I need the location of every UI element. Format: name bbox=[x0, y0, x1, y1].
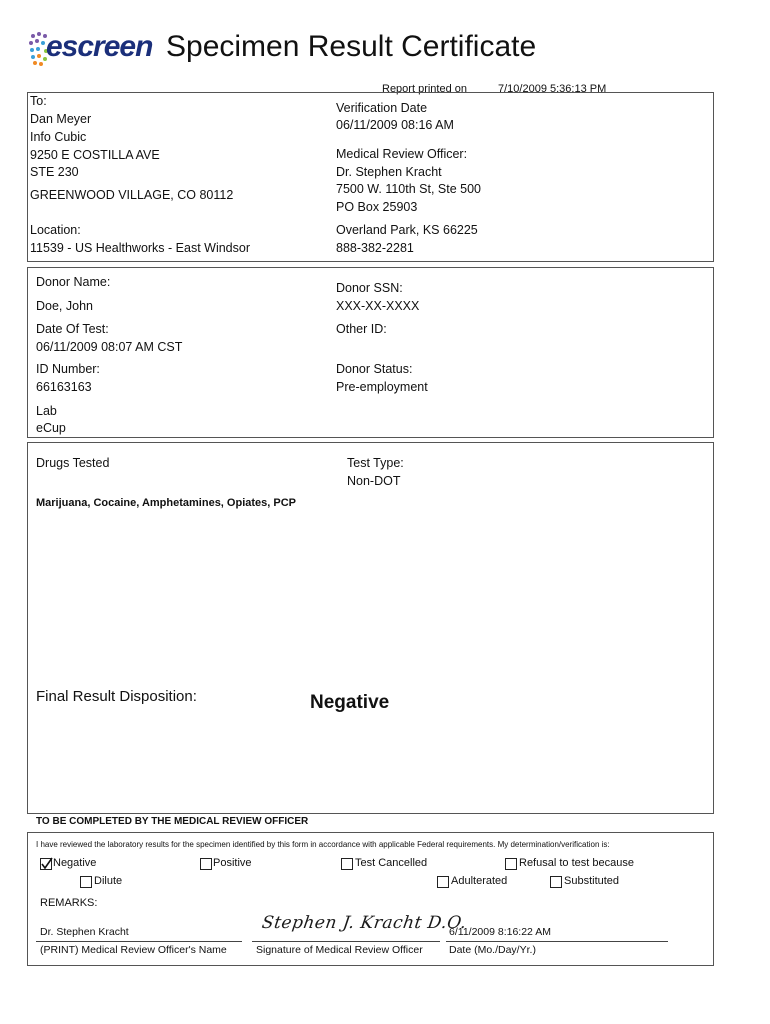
date-line bbox=[446, 941, 668, 942]
mro-phone: 888-382-2281 bbox=[336, 241, 414, 255]
refusal-checkbox[interactable] bbox=[505, 858, 517, 870]
dilute-checkbox[interactable] bbox=[80, 876, 92, 888]
donor-ssn-value: XXX-XX-XXXX bbox=[336, 299, 420, 313]
donor-name-value: Doe, John bbox=[36, 299, 93, 313]
verification-date-label: Verification Date bbox=[336, 101, 428, 115]
logo-wordmark: escreen bbox=[46, 30, 153, 63]
page-title: Specimen Result Certificate bbox=[166, 30, 537, 63]
donor-status-value: Pre-employment bbox=[336, 380, 428, 394]
checkmark-icon bbox=[40, 857, 54, 871]
donor-name-label: Donor Name: bbox=[36, 275, 111, 289]
recipient-company: Info Cubic bbox=[30, 130, 87, 144]
disposition-label: Final Result Disposition: bbox=[36, 688, 197, 705]
adulterated-checkbox[interactable] bbox=[437, 876, 449, 888]
name-line bbox=[36, 941, 242, 942]
mro-label: Medical Review Officer: bbox=[336, 147, 468, 161]
location-label: Location: bbox=[30, 223, 81, 237]
donor-status-label: Donor Status: bbox=[336, 362, 413, 376]
mro-signature: Stephen J. Kracht D.O. bbox=[260, 913, 468, 933]
remarks-label: REMARKS: bbox=[40, 897, 98, 909]
report-printed-label: Report printed on bbox=[382, 83, 467, 95]
name-caption: (PRINT) Medical Review Officer's Name bbox=[40, 944, 227, 956]
substituted-checkbox[interactable] bbox=[550, 876, 562, 888]
dilute-option-label: Dilute bbox=[94, 875, 123, 887]
to-label: To: bbox=[30, 94, 47, 108]
mro-address2: PO Box 25903 bbox=[336, 200, 418, 214]
escreen-logo bbox=[28, 28, 153, 70]
disposition-value: Negative bbox=[310, 692, 390, 713]
signature-caption: Signature of Medical Review Officer bbox=[256, 944, 423, 956]
mro-address1: 7500 W. 110th St, Ste 500 bbox=[336, 182, 482, 196]
other-id-label: Other ID: bbox=[336, 322, 387, 336]
id-number-value: 66163163 bbox=[36, 380, 92, 394]
negative-option-label: Negative bbox=[53, 857, 97, 869]
recipient-address1: 9250 E COSTILLA AVE bbox=[30, 148, 160, 162]
recipient-address2: STE 230 bbox=[30, 165, 79, 179]
signature-line bbox=[252, 941, 440, 942]
adulterated-option-label: Adulterated bbox=[451, 875, 508, 887]
drugs-tested-label: Drugs Tested bbox=[36, 456, 110, 470]
recipient-city: GREENWOOD VILLAGE, CO 80112 bbox=[30, 188, 234, 202]
test-type-value: Non-DOT bbox=[347, 474, 401, 488]
drugs-list: Marijuana, Cocaine, Amphetamines, Opiates, PCP bbox=[36, 497, 296, 509]
mro-statement: I have reviewed the laboratory results for the specimen identified by this form in accordance with applicable Federal requirements. My determination/verification is: bbox=[36, 840, 610, 849]
recipient-name: Dan Meyer bbox=[30, 112, 92, 126]
test-type-label: Test Type: bbox=[347, 456, 404, 470]
signature-date: 6/11/2009 8:16:22 AM bbox=[449, 926, 551, 938]
test-date-value: 06/11/2009 08:07 AM CST bbox=[36, 340, 183, 354]
id-number-label: ID Number: bbox=[36, 362, 100, 376]
mro-city: Overland Park, KS 66225 bbox=[336, 223, 478, 237]
refusal-option-label: Refusal to test because bbox=[519, 857, 634, 869]
verification-date-value: 06/11/2009 08:16 AM bbox=[336, 118, 454, 132]
report-printed-value: 7/10/2009 5:36:13 PM bbox=[498, 83, 607, 95]
mro-printed-name: Dr. Stephen Kracht bbox=[40, 926, 129, 938]
mro-section-heading: TO BE COMPLETED BY THE MEDICAL REVIEW OFFICER bbox=[36, 816, 309, 827]
test-date-label: Date Of Test: bbox=[36, 322, 109, 336]
location-value: 11539 - US Healthworks - East Windsor bbox=[30, 241, 250, 255]
negative-checkbox[interactable] bbox=[40, 858, 52, 870]
lab-label: Lab bbox=[36, 404, 57, 418]
lab-value: eCup bbox=[36, 421, 66, 435]
positive-option-label: Positive bbox=[213, 857, 252, 869]
positive-checkbox[interactable] bbox=[200, 858, 212, 870]
donor-ssn-label: Donor SSN: bbox=[336, 281, 403, 295]
test-cancelled-checkbox[interactable] bbox=[341, 858, 353, 870]
mro-name: Dr. Stephen Kracht bbox=[336, 165, 442, 179]
substituted-option-label: Substituted bbox=[564, 875, 620, 887]
date-caption: Date (Mo./Day/Yr.) bbox=[449, 944, 536, 956]
test-cancelled-option-label: Test Cancelled bbox=[355, 857, 428, 869]
